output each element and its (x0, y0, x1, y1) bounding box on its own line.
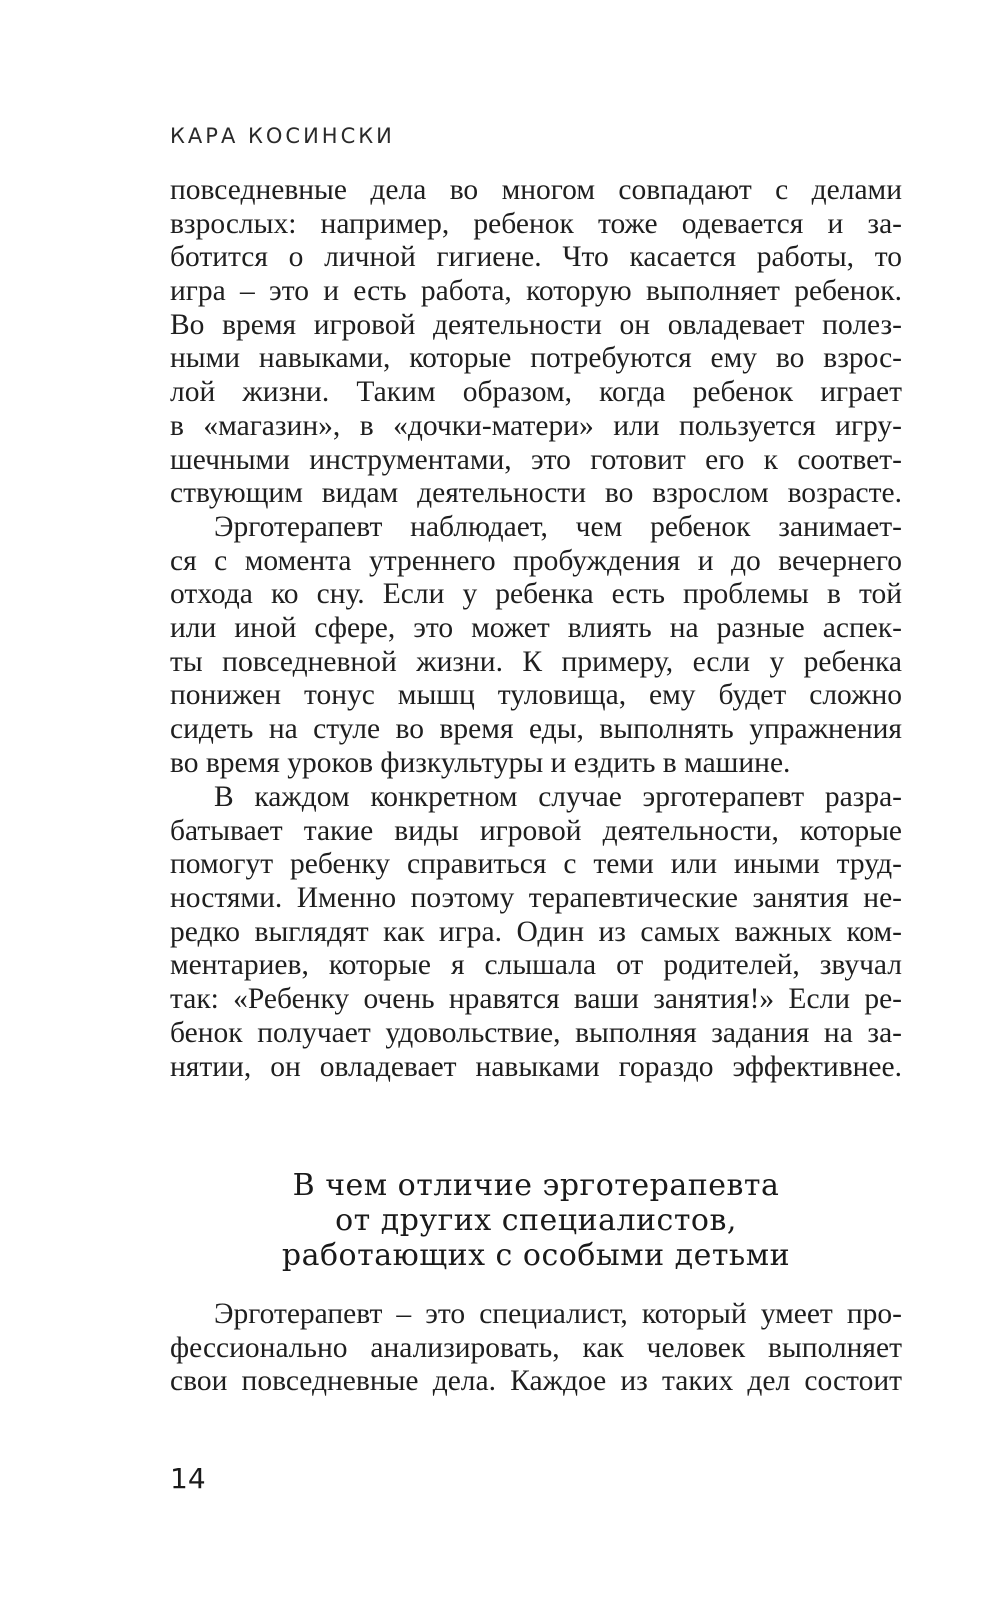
text-line: батывает такие виды игровой деятельности, которые (170, 814, 902, 847)
text-line: фессионально анализировать, как человек выполняет (170, 1331, 902, 1364)
text-line: бенок получает удовольствие, выполняя задания на за- (170, 1016, 902, 1049)
page-number: 14 (170, 1462, 206, 1495)
text-line: отхода ко сну. Если у ребенка есть проблемы в той (170, 578, 902, 611)
text-line: во время уроков физкультуры и ездить в машине. (170, 746, 791, 779)
text-line: так: «Ребенку очень нравятся ваши занятия!» Если ре- (170, 983, 902, 1016)
text-line: взрослых: например, ребенок тоже одевается и за- (170, 207, 902, 240)
text-line: ментариев, которые я слышала от родителей, звучал (170, 949, 902, 982)
text-line: ностями. Именно поэтому терапевтические занятия не- (170, 882, 902, 915)
text-line: игра – это и есть работа, которую выполняет ребенок. (170, 275, 902, 308)
text-line: помогут ребенку справиться с теми или иными труд- (170, 848, 902, 881)
text-line: нятии, он овладевает навыками гораздо эффективнее. (170, 1050, 902, 1083)
paragraph-4 (170, 1298, 902, 1399)
text-line: редко выглядят как игра. Один из самых важных ком- (170, 915, 902, 948)
text-line: ся с момента утреннего пробуждения и до вечернего (170, 544, 902, 577)
heading-line: работающих с особыми детьми (281, 1238, 791, 1273)
paragraph-1 (170, 174, 902, 511)
text-line: В каждом конкретном случае эрготерапевт разра- (214, 781, 902, 813)
text-line: ными навыками, которые потребуются ему во взрос- (170, 342, 902, 375)
text-line: ботится о личной гигиене. Что касается работы, то (170, 241, 902, 274)
text-line: лой жизни. Таким образом, когда ребенок играет (170, 376, 902, 409)
text-line: ствующим видам деятельности во взрослом возрасте. (170, 477, 902, 510)
section-heading (170, 1168, 902, 1273)
running-head: КАРА КОСИНСКИ (170, 124, 395, 148)
text-line: Во время игровой деятельности он овладевает полез- (170, 308, 902, 341)
paragraph-2 (170, 511, 902, 781)
heading-line: от других специалистов, (335, 1203, 737, 1238)
text-line: Эрготерапевт наблюдает, чем ребенок занимает- (214, 511, 902, 543)
text-line: в «магазин», в «дочки-матери» или пользуется игру- (170, 409, 902, 442)
text-line: повседневные дела во многом совпадают с делами (170, 174, 902, 206)
paragraph-3 (170, 781, 902, 1084)
text-line: или иной сфере, это может влиять на разные аспек- (170, 612, 902, 645)
text-line: сидеть на стуле во время еды, выполнять упражнения (170, 713, 902, 746)
text-line: свои повседневные дела. Каждое из таких дел состоит (170, 1365, 902, 1398)
text-line: шечными инструментами, это готовит его к соответ- (170, 443, 902, 476)
text-line: понижен тонус мышц туловища, ему будет сложно (170, 679, 902, 712)
text-line: Эрготерапевт – это специалист, который умеет про- (214, 1298, 902, 1330)
heading-line: В чем отличие эрготерапевта (292, 1168, 780, 1203)
text-line: ты повседневной жизни. К примеру, если у ребенка (170, 645, 902, 678)
